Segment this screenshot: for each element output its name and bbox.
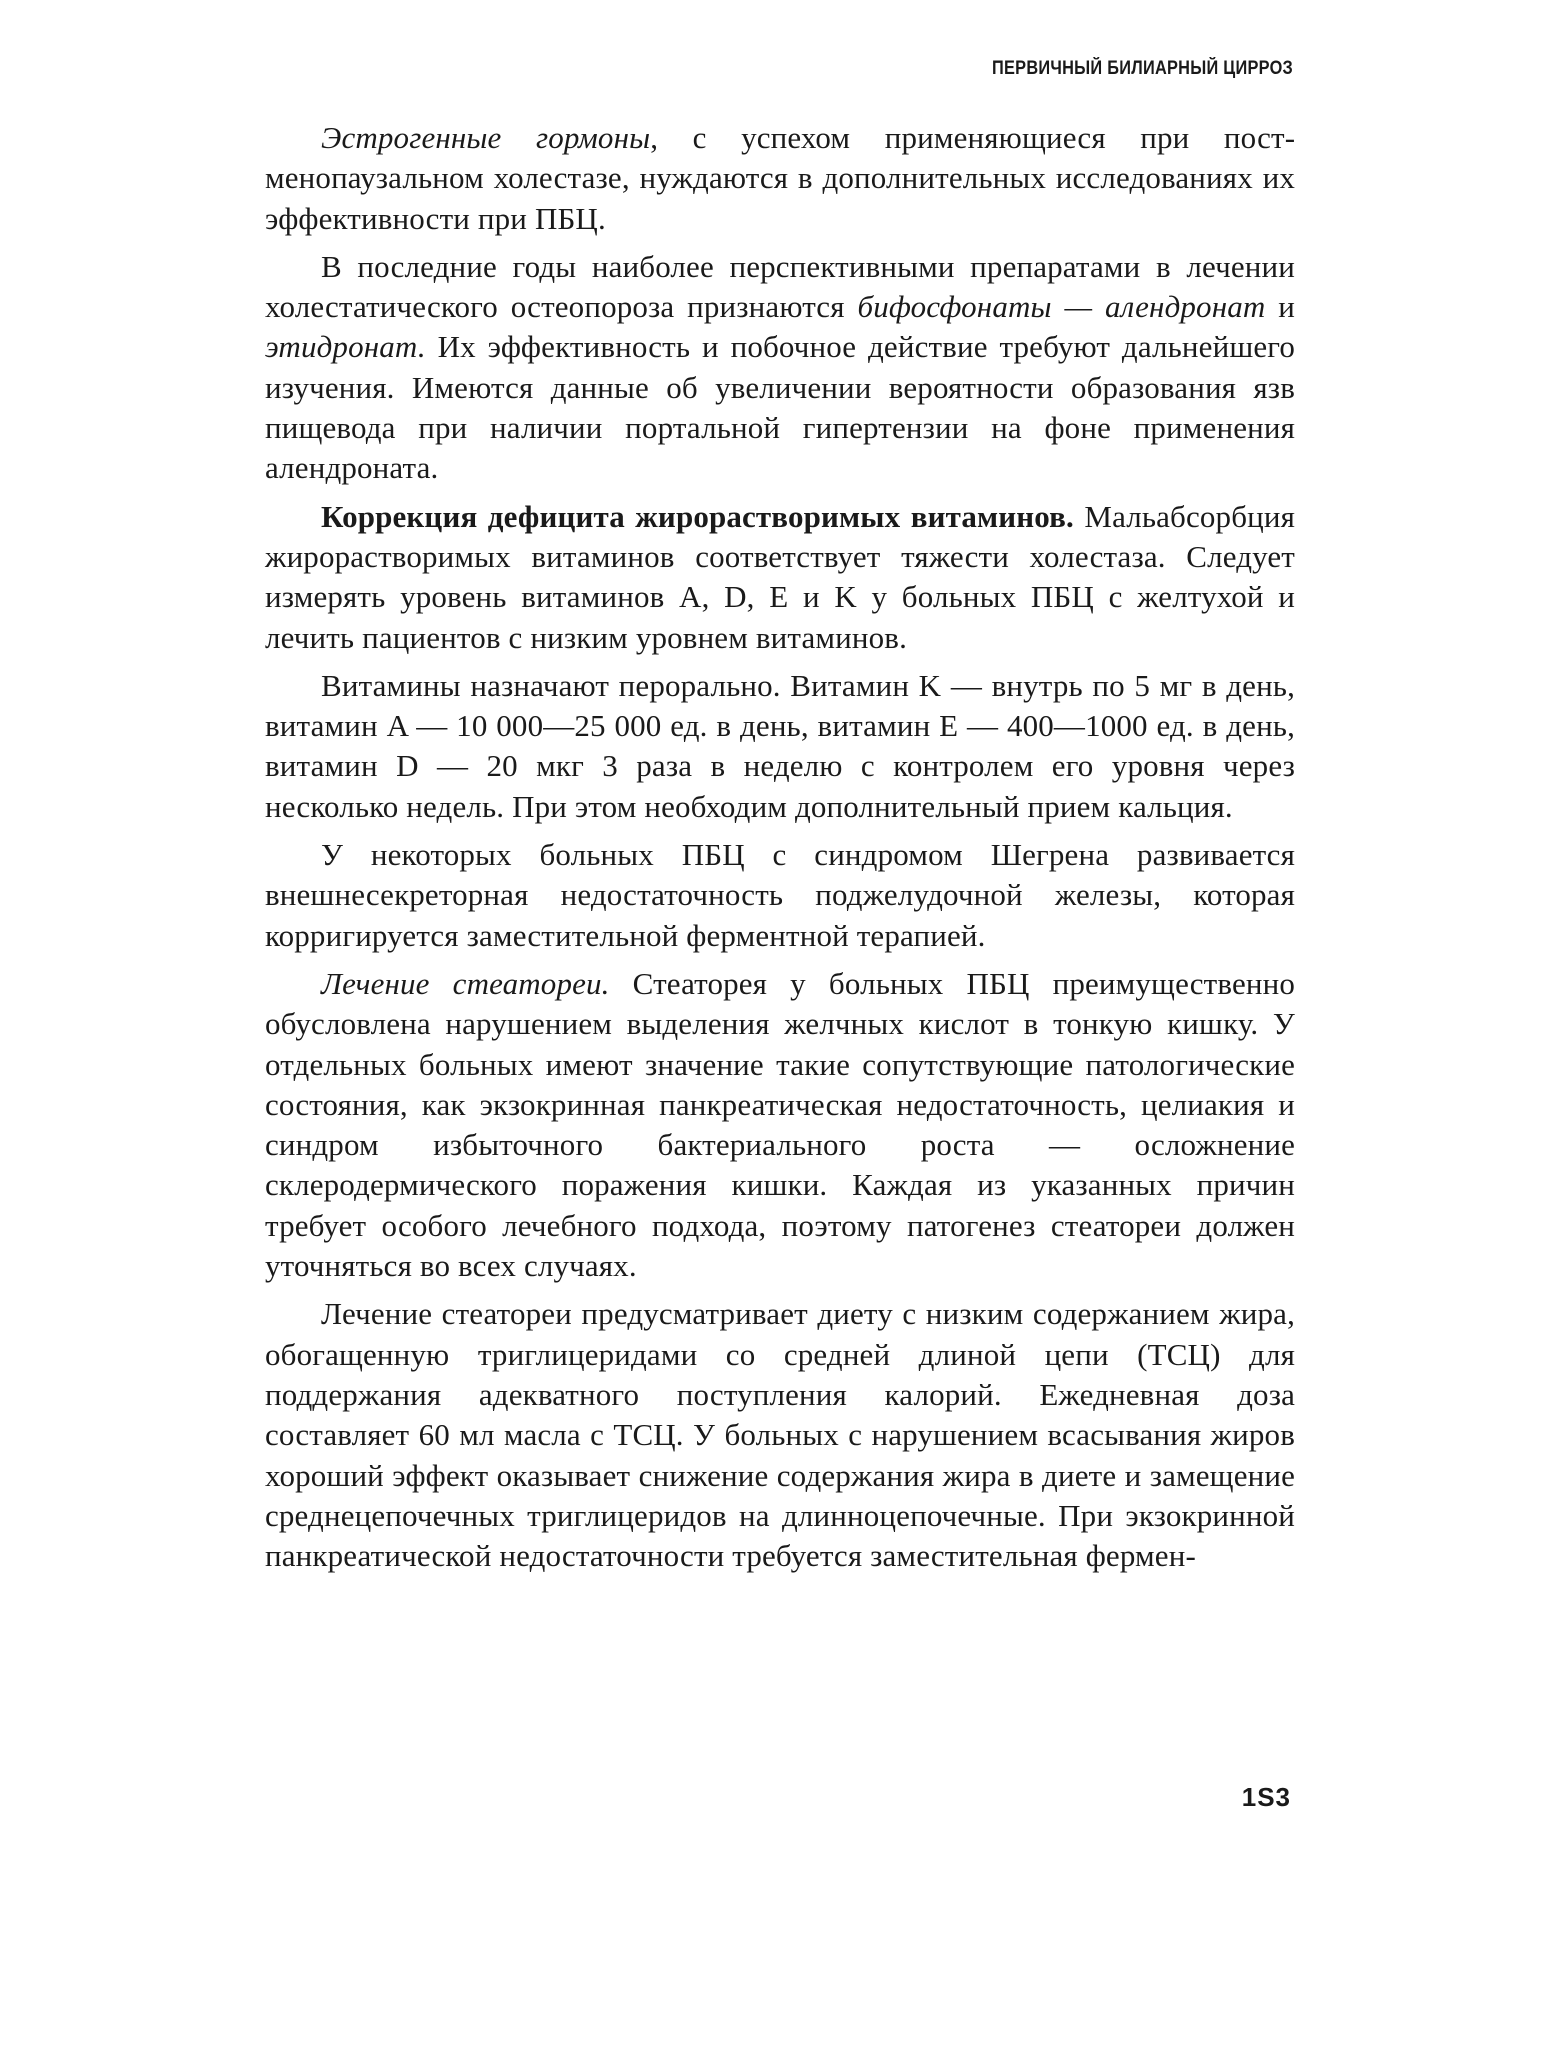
text-span: и xyxy=(1265,289,1295,325)
text-span: У некоторых больных ПБЦ с синдромом Шегрена развивается внешнесекреторная недостаточность поджелудочной железы, которая корригируется заместительной ферментной терапией. xyxy=(265,837,1295,953)
text-span: Эстрогенные гормоны xyxy=(321,120,651,155)
text-span: Лечение стеатореи. xyxy=(321,965,610,1001)
paragraph xyxy=(265,497,1295,658)
paragraph xyxy=(265,964,1295,1286)
text-span: , с успехом применяющиеся при постменопаузальном холестазе, нуждаются в дополнительных исследованиях их эффективности при ПБЦ. xyxy=(265,120,1296,236)
text-span: Лечение стеатореи предусматривает диету с низким содержанием жира, обогащенную триглицеридами со средней длиной цепи (ТСЦ) для поддержания адекватного поступления калорий. Ежедневная доза составляет 60 мл масла с ТСЦ. У больных с нарушением всасывания жиров хороший эффект оказывает снижение содержания жира в диете и замещение среднецепочечных триглицеридов на длинноцепочечные. При экзокринной панкреатической недостаточности требуется заместительная фермен- xyxy=(265,1296,1295,1574)
text-span: Их эффективность и побочное действие требуют дальнейшего изучения. Имеются данные об увеличении вероятности образования язв пищевода при наличии портальной гипертензии на фоне применения алендроната. xyxy=(265,329,1295,486)
paragraph xyxy=(265,835,1295,956)
paragraph xyxy=(265,666,1295,827)
paragraph xyxy=(265,247,1295,489)
text-span: этидронат. xyxy=(265,329,426,365)
page-number: 1S3 xyxy=(1241,1782,1291,1812)
text-span: Стеаторея у больных ПБЦ преимущественно обусловлена нарушением выделения желчных кислот в тонкую кишку. У отдельных больных имеют значение такие сопутствующие патологические состояния, как экзокринная панкреатическая недостаточность, целиакия и синдром избыточного бактериального роста — осложнение склеродермического поражения кишки. Каждая из указанных причин требует особого лечебного подхода, поэтому патогенез стеатореи должен уточняться во всех случаях. xyxy=(265,965,1295,1284)
paragraph xyxy=(265,118,1295,239)
paragraph xyxy=(265,1294,1295,1576)
text-span: Мальабсорбция жирорастворимых витаминов соответствует тяжести холестаза. Следует измерять уровень витаминов A, D, E и K у больных ПБЦ с желтухой и лечить пациентов с низким уровнем витаминов. xyxy=(265,498,1296,655)
running-head: ПЕРВИЧНЫЙ БИЛИАРНЫЙ ЦИРРОЗ xyxy=(991,58,1293,79)
section-heading: Коррекция дефицита жирорастворимых витаминов. xyxy=(321,498,1074,534)
text-span: Витамины назначают перорально. Витамин K — внутрь по 5 мг в день, витамин A — 10 000—25 000 ед. в день, витамин E — 400—1000 ед. в день, витамин D — 20 мкг 3 раза в неделю с контролем его уровня через несколько недель. При этом необходим дополнительный прием кальция. xyxy=(265,667,1295,824)
text-span: В последние годы наиболее перспективными препаратами в лечении холестатического остеопороза признаются xyxy=(265,248,1295,325)
text-span: бифосфонаты — алендронат xyxy=(857,289,1266,325)
body-text xyxy=(265,118,1295,1584)
